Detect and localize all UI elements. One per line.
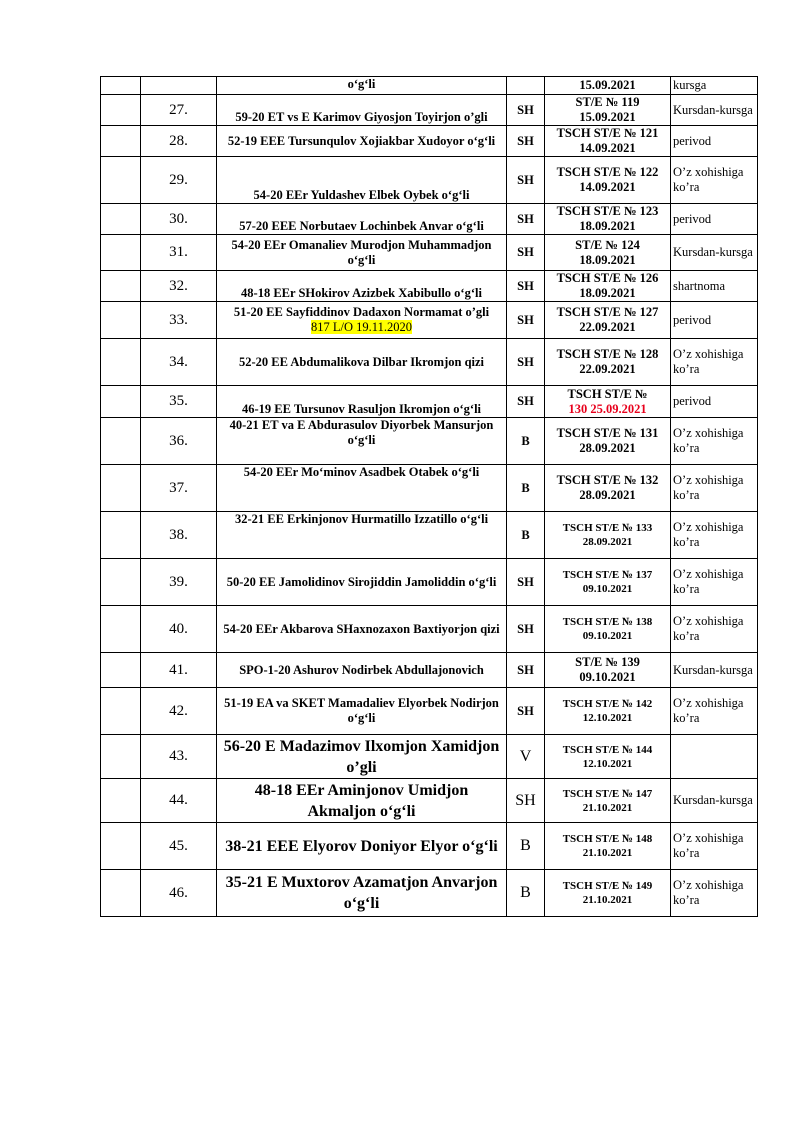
study-form-cell: SH: [507, 302, 545, 339]
table-row: [101, 735, 758, 779]
student-name-cell: [217, 302, 507, 339]
study-form-cell: B: [507, 870, 545, 917]
table-row: [101, 653, 758, 688]
reason-cell: Kursdan-kursga: [671, 779, 758, 823]
highlighted-note: 817 L/O 19.11.2020: [311, 320, 412, 334]
blank-cell: [101, 95, 141, 126]
study-form-cell: SH: [507, 606, 545, 653]
blank-cell: [101, 735, 141, 779]
row-number-cell: 38.: [141, 512, 217, 559]
table-row: [101, 512, 758, 559]
table-row: [101, 559, 758, 606]
table-row: [101, 235, 758, 271]
student-name-cell: [217, 418, 507, 465]
study-form-cell: B: [507, 512, 545, 559]
row-number-cell: 31.: [141, 235, 217, 271]
blank-cell: [101, 559, 141, 606]
order-cell: [545, 204, 671, 235]
reason-cell: Kursdan-kursga: [671, 235, 758, 271]
table-row: [101, 386, 758, 418]
reason-cell: O’z xohishiga ko’ra: [671, 339, 758, 386]
study-form-cell: B: [507, 823, 545, 870]
table-row: [101, 302, 758, 339]
reason-cell: O’z xohishiga ko’ra: [671, 606, 758, 653]
student-name: 46-19 EE Tursunov Rasuljon Ikromjon o‘g‘li: [241, 402, 482, 416]
order-cell: [545, 157, 671, 204]
table-row: [101, 339, 758, 386]
blank-cell: [101, 386, 141, 418]
order-cell: [545, 386, 671, 418]
student-name-cell: [217, 95, 507, 126]
reason-cell: kursga: [671, 77, 758, 95]
order-cell: [545, 418, 671, 465]
table-row: [101, 126, 758, 157]
reason-cell: shartnoma: [671, 271, 758, 302]
row-number-cell: 33.: [141, 302, 217, 339]
row-number-cell: 30.: [141, 204, 217, 235]
blank-cell: [101, 688, 141, 735]
order-cell: [545, 512, 671, 559]
study-form-cell: SH: [507, 779, 545, 823]
blank-cell: [101, 418, 141, 465]
student-name: 52-19 EEE Tursunqulov Xojiakbar Xudoyor o‘g‘li: [227, 133, 496, 148]
blank-cell: [101, 271, 141, 302]
study-form-cell: SH: [507, 339, 545, 386]
student-name: 54-20 EEr Omanaliev Murodjon Muhammadjon o‘g‘li: [231, 237, 492, 267]
table-row: [101, 204, 758, 235]
reason-cell: Kursdan-kursga: [671, 653, 758, 688]
row-number-cell: 40.: [141, 606, 217, 653]
reason-cell: O’z xohishiga ko’ra: [671, 157, 758, 204]
student-name: 35-21 E Muxtorov Azamatjon Anvarjon o‘g‘li: [225, 874, 498, 912]
student-name-cell: [217, 735, 507, 779]
table-row: [101, 77, 758, 95]
student-name: 48-18 EEr SHokirov Azizbek Xabibullo o‘g‘li: [241, 286, 482, 300]
study-form-cell: SH: [507, 386, 545, 418]
student-name: 54-20 EEr Akbarova SHaxnozaxon Baxtiyorjon qizi: [223, 621, 500, 636]
student-name: 32-21 EE Erkinjonov Hurmatillo Izzatillo o‘g‘li: [234, 512, 489, 526]
reason-cell: O’z xohishiga ko’ra: [671, 512, 758, 559]
order-text: TSCH ST/E № 131 28.09.2021: [556, 426, 659, 455]
row-number-cell: 35.: [141, 386, 217, 418]
table-row: [101, 271, 758, 302]
student-name-cell: [217, 126, 507, 157]
study-form-cell: B: [507, 418, 545, 465]
student-name-cell: [217, 204, 507, 235]
table-row: [101, 823, 758, 870]
table-row: [101, 418, 758, 465]
student-name: 50-20 EE Jamolidinov Sirojiddin Jamoliddin o‘g‘li: [226, 574, 497, 589]
student-name: 54-20 EEr Mo‘minov Asadbek Otabek o‘g‘li: [243, 465, 480, 479]
study-form-cell: B: [507, 465, 545, 512]
student-name-cell: [217, 77, 507, 95]
blank-cell: [101, 779, 141, 823]
table-row: [101, 157, 758, 204]
student-name-cell: [217, 606, 507, 653]
order-cell: [545, 823, 671, 870]
order-text: TSCH ST/E № 138 09.10.2021: [562, 616, 653, 642]
study-form-cell: [507, 77, 545, 95]
blank-cell: [101, 870, 141, 917]
student-name: 54-20 EEr Yuldashev Elbek Oybek o‘g‘li: [253, 188, 470, 202]
student-name: 40-21 ET va E Abdurasulov Diyorbek Mansurjon o‘g‘li: [229, 418, 494, 447]
study-form-cell: SH: [507, 204, 545, 235]
table-row: [101, 870, 758, 917]
blank-cell: [101, 339, 141, 386]
student-name: 48-18 EEr Aminjonov Umidjon Akmaljon o‘g‘li: [254, 781, 469, 820]
student-name-cell: [217, 823, 507, 870]
order-cell: [545, 688, 671, 735]
table-row: [101, 688, 758, 735]
order-text: ST/E № 119 15.09.2021: [575, 95, 640, 124]
order-text: TSCH ST/E № 126 18.09.2021: [556, 271, 659, 300]
row-number-cell: 44.: [141, 779, 217, 823]
table-body: [101, 77, 758, 917]
reason-cell: O’z xohishiga ko’ra: [671, 418, 758, 465]
row-number-cell: 41.: [141, 653, 217, 688]
student-name-cell: [217, 157, 507, 204]
student-name: 56-20 E Madazimov Ilxomjon Xamidjon o’gli: [223, 737, 500, 776]
student-name-cell: [217, 339, 507, 386]
blank-cell: [101, 204, 141, 235]
order-text: TSCH ST/E №: [567, 386, 648, 401]
row-number-cell: 37.: [141, 465, 217, 512]
student-name-cell: [217, 559, 507, 606]
students-table: [100, 76, 758, 917]
row-number-cell: 46.: [141, 870, 217, 917]
order-cell: [545, 606, 671, 653]
reason-cell: O’z xohishiga ko’ra: [671, 688, 758, 735]
reason-cell: perivod: [671, 204, 758, 235]
blank-cell: [101, 653, 141, 688]
order-cell: [545, 235, 671, 271]
table-row: [101, 465, 758, 512]
reason-cell: O’z xohishiga ko’ra: [671, 823, 758, 870]
study-form-cell: SH: [507, 688, 545, 735]
blank-cell: [101, 77, 141, 95]
reason-cell: O’z xohishiga ko’ra: [671, 559, 758, 606]
blank-cell: [101, 157, 141, 204]
reason-cell: O’z xohishiga ko’ra: [671, 870, 758, 917]
order-cell: [545, 77, 671, 95]
reason-cell: perivod: [671, 126, 758, 157]
blank-cell: [101, 302, 141, 339]
study-form-cell: SH: [507, 157, 545, 204]
blank-cell: [101, 235, 141, 271]
reason-cell: Kursdan-kursga: [671, 95, 758, 126]
row-number-cell: 45.: [141, 823, 217, 870]
student-name-cell: [217, 653, 507, 688]
student-name-cell: [217, 386, 507, 418]
blank-cell: [101, 606, 141, 653]
order-text: TSCH ST/E № 149 21.10.2021: [562, 880, 653, 906]
order-text: TSCH ST/E № 132 28.09.2021: [556, 473, 659, 502]
blank-cell: [101, 465, 141, 512]
student-name: o‘g‘li: [347, 77, 376, 91]
row-number-cell: 27.: [141, 95, 217, 126]
row-number-cell: 42.: [141, 688, 217, 735]
student-name: 59-20 ET vs E Karimov Giyosjon Toyirjon o’gli: [235, 110, 488, 124]
study-form-cell: SH: [507, 126, 545, 157]
student-name-cell: [217, 271, 507, 302]
student-name-cell: [217, 688, 507, 735]
order-text: TSCH ST/E № 122 14.09.2021: [556, 165, 659, 194]
student-name-cell: [217, 235, 507, 271]
order-text: ST/E № 124 18.09.2021: [575, 237, 640, 267]
order-text: TSCH ST/E № 147 21.10.2021: [562, 787, 653, 814]
table-row: [101, 606, 758, 653]
order-text: TSCH ST/E № 144 12.10.2021: [562, 743, 653, 770]
order-text: 15.09.2021: [579, 78, 636, 92]
order-cell: [545, 339, 671, 386]
blank-cell: [101, 126, 141, 157]
student-name-cell: [217, 870, 507, 917]
order-cell: [545, 465, 671, 512]
student-name: 38-21 EEE Elyorov Doniyor Elyor o‘g‘li: [225, 837, 498, 855]
study-form-cell: V: [507, 735, 545, 779]
reason-cell: perivod: [671, 302, 758, 339]
study-form-cell: SH: [507, 95, 545, 126]
order-cell: [545, 95, 671, 126]
order-text: TSCH ST/E № 148 21.10.2021: [562, 833, 653, 859]
order-text: ST/E № 139 09.10.2021: [575, 655, 640, 684]
blank-cell: [101, 512, 141, 559]
order-text: TSCH ST/E № 127 22.09.2021: [556, 305, 659, 334]
reason-cell: O’z xohishiga ko’ra: [671, 465, 758, 512]
order-text-red: 130 25.09.2021: [568, 401, 647, 416]
study-form-cell: SH: [507, 559, 545, 606]
order-text: TSCH ST/E № 128 22.09.2021: [556, 347, 659, 376]
order-text: TSCH ST/E № 137 09.10.2021: [562, 569, 653, 595]
order-text: TSCH ST/E № 142 12.10.2021: [562, 698, 653, 724]
order-cell: [545, 870, 671, 917]
order-cell: [545, 271, 671, 302]
row-number-cell: 39.: [141, 559, 217, 606]
study-form-cell: SH: [507, 235, 545, 271]
row-number-cell: 36.: [141, 418, 217, 465]
row-number-cell: 43.: [141, 735, 217, 779]
order-cell: [545, 559, 671, 606]
row-number-cell: 32.: [141, 271, 217, 302]
study-form-cell: SH: [507, 653, 545, 688]
study-form-cell: SH: [507, 271, 545, 302]
reason-cell: perivod: [671, 386, 758, 418]
row-number-cell: 28.: [141, 126, 217, 157]
student-name-cell: [217, 512, 507, 559]
order-cell: [545, 126, 671, 157]
row-number-cell: 29.: [141, 157, 217, 204]
table-row: [101, 95, 758, 126]
order-text: TSCH ST/E № 121 14.09.2021: [556, 126, 659, 155]
student-name: 51-20 EE Sayfiddinov Dadaxon Normamat o’gli: [233, 305, 490, 319]
student-name: 57-20 EEE Norbutaev Lochinbek Anvar o‘g‘li: [239, 219, 484, 233]
student-name-cell: [217, 779, 507, 823]
student-name: 52-20 EE Abdumalikova Dilbar Ikromjon qizi: [238, 354, 485, 369]
order-cell: [545, 735, 671, 779]
order-text: TSCH ST/E № 123 18.09.2021: [556, 204, 659, 233]
student-name: 51-19 EA va SKET Mamadaliev Elyorbek Nodirjon o‘g‘li: [224, 696, 499, 725]
row-number-cell: 34.: [141, 339, 217, 386]
blank-cell: [101, 823, 141, 870]
student-name: SPO-1-20 Ashurov Nodirbek Abdullajonovich: [239, 662, 484, 677]
table-row: [101, 779, 758, 823]
order-cell: [545, 779, 671, 823]
student-name-cell: [217, 465, 507, 512]
row-number-cell: [141, 77, 217, 95]
order-cell: [545, 302, 671, 339]
order-cell: [545, 653, 671, 688]
order-text: TSCH ST/E № 133 28.09.2021: [562, 522, 653, 548]
reason-cell: [671, 735, 758, 779]
